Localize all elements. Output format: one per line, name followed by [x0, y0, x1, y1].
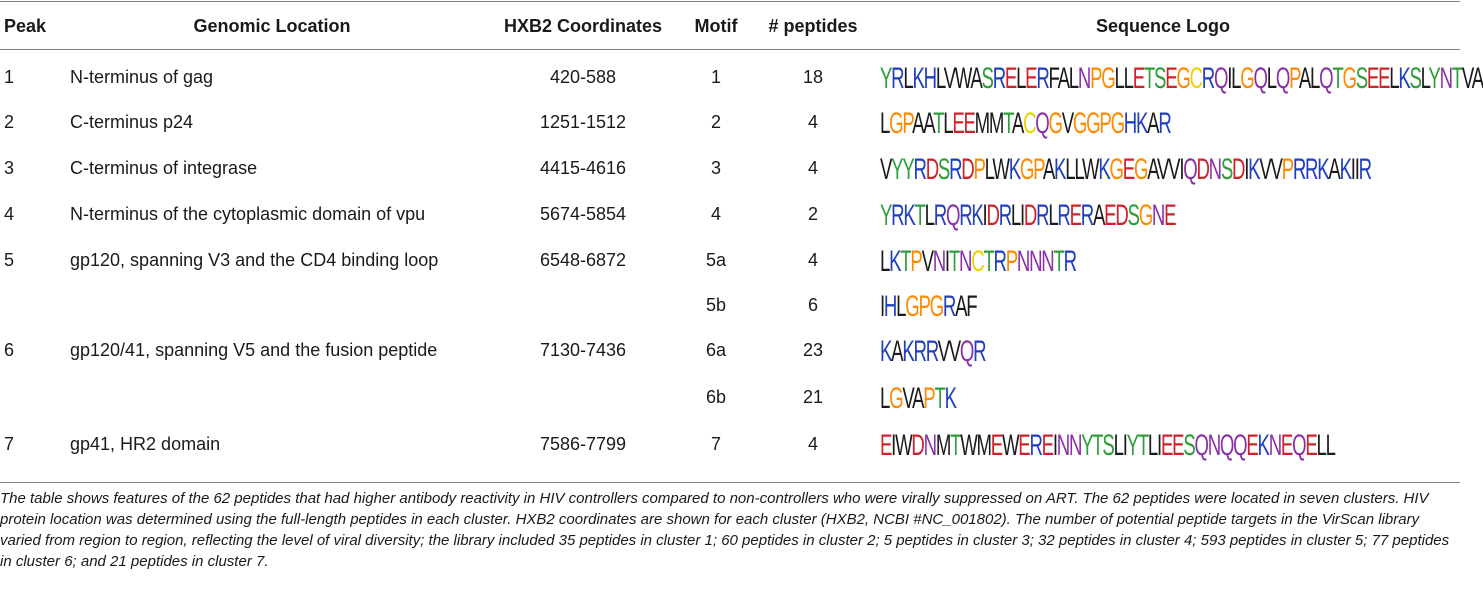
- logo-residue: N: [1207, 429, 1220, 462]
- logo-residue: A: [891, 335, 903, 368]
- logo-residue: E: [1025, 62, 1037, 95]
- logo-residue: K: [1248, 153, 1260, 186]
- logo-residue: P: [918, 290, 930, 323]
- cell-motif: 4: [710, 204, 722, 224]
- logo-residue: S: [1102, 429, 1114, 462]
- logo-residue: T: [1143, 62, 1155, 95]
- logo-residue: D: [925, 153, 938, 186]
- logo-residue: P: [973, 153, 985, 186]
- logo-residue: P: [1099, 107, 1111, 140]
- logo-residue: N: [1268, 429, 1281, 462]
- logo-residue: E: [1165, 62, 1177, 95]
- sequence-logo: [880, 335, 985, 369]
- logo-residue: E: [1366, 62, 1379, 95]
- table-bottom-rule: [0, 482, 1460, 483]
- logo-residue: T: [950, 429, 961, 462]
- logo-residue: W: [960, 429, 977, 462]
- logo-residue: L: [1123, 62, 1133, 95]
- cell-peptides: 18: [802, 67, 824, 87]
- cell-motif: 5b: [705, 295, 727, 315]
- sequence-logo: [880, 290, 976, 324]
- logo-residue: A: [912, 382, 924, 415]
- logo-residue: D: [1023, 199, 1037, 232]
- logo-residue: R: [925, 335, 938, 368]
- logo-residue: V: [1156, 153, 1169, 186]
- logo-residue: T: [900, 245, 911, 278]
- cell-peptides: 2: [807, 204, 819, 224]
- logo-residue: V: [1168, 153, 1180, 186]
- logo-residue: G: [1240, 62, 1254, 95]
- header-hxb2-coordinates: HXB2 Coordinates: [503, 16, 663, 36]
- cell-peptides: 4: [807, 434, 819, 454]
- header-peptides: # peptides: [768, 16, 858, 36]
- sequence-logo: [880, 107, 1171, 141]
- logo-residue: G: [1072, 107, 1087, 140]
- cell-motif: 7: [710, 434, 722, 454]
- logo-residue: E: [990, 429, 1002, 462]
- logo-residue: K: [1008, 153, 1020, 186]
- logo-residue: R: [998, 199, 1011, 232]
- logo-residue: I: [1227, 62, 1232, 95]
- logo-residue: G: [1048, 107, 1062, 140]
- logo-residue: A: [1147, 153, 1157, 186]
- logo-residue: D: [986, 199, 999, 232]
- header-peak: Peak: [4, 16, 47, 36]
- logo-residue: K: [1054, 153, 1066, 186]
- cell-motif: 6b: [705, 387, 727, 407]
- logo-residue: V: [1259, 153, 1271, 186]
- logo-residue: I: [1019, 199, 1024, 232]
- logo-residue: V: [1061, 107, 1073, 140]
- logo-residue: K: [903, 199, 915, 232]
- logo-residue: Q: [1219, 429, 1234, 462]
- table-caption: The table shows features of the 62 peptides that had higher antibody reactivity in HIV controllers compared to non-controllers who were virally suppressed on ART. The 62 peptides were located in seven clusters. HIV protein location was determined using the full-length peptides in each cluster. HXB2 coordinates are shown for each cluster (HXB2, NCBI #NC_001802). The number of potential peptide targets in the VirScan library varied from region to region, reflecting the level of viral diversity; the library included 35 peptides in cluster 1; 60 peptides in cluster 2; 5 peptides in cluster 3; 32 peptides in cluster 4; 593 peptides in cluster 5; 77 peptides in cluster 6; and 21 peptides in cluster 7.: [0, 490, 1450, 570]
- header-bottom-rule: [0, 49, 1460, 50]
- logo-residue: L: [1310, 62, 1320, 95]
- cell-peptides: 4: [807, 112, 819, 132]
- logo-residue: K: [902, 335, 914, 368]
- logo-residue: R: [891, 199, 904, 232]
- logo-residue: E: [1305, 429, 1317, 462]
- logo-residue: V: [902, 382, 913, 415]
- logo-residue: I: [944, 245, 949, 278]
- sequence-logo: [880, 62, 1483, 96]
- logo-residue: I: [1244, 153, 1249, 186]
- cell-genomic-location: N-terminus of the cytoplasmic domain of vpu: [70, 204, 426, 224]
- sequence-logo: [880, 429, 1335, 463]
- logo-residue: S: [1220, 153, 1233, 186]
- logo-residue: I: [1350, 153, 1355, 186]
- logo-residue: I: [1122, 429, 1127, 462]
- table-top-rule: [0, 1, 1460, 2]
- logo-residue: I: [1052, 429, 1057, 462]
- logo-residue: Q: [959, 335, 974, 368]
- logo-residue: L: [1147, 429, 1158, 462]
- logo-residue: D: [1232, 153, 1245, 186]
- logo-residue: E: [1004, 62, 1017, 95]
- logo-residue: V: [948, 335, 960, 368]
- logo-residue: Q: [1292, 429, 1306, 462]
- logo-residue: R: [1292, 153, 1306, 186]
- logo-residue: K: [912, 62, 924, 95]
- cell-genomic-location: C-terminus of integrase: [70, 158, 258, 178]
- cell-motif: 1: [710, 67, 722, 87]
- logo-residue: L: [880, 245, 890, 278]
- cell-hxb2-coordinates: 1251-1512: [539, 112, 627, 132]
- logo-residue: L: [903, 62, 913, 95]
- logo-residue: E: [1069, 199, 1081, 232]
- logo-residue: L: [943, 107, 953, 140]
- logo-residue: R: [949, 153, 962, 186]
- cell-motif: 5a: [705, 250, 727, 270]
- logo-residue: P: [1289, 62, 1299, 95]
- logo-residue: L: [1389, 62, 1399, 95]
- logo-residue: E: [1122, 153, 1134, 186]
- logo-residue: I: [1157, 429, 1161, 462]
- logo-residue: S: [1154, 62, 1166, 95]
- logo-residue: I: [891, 429, 896, 462]
- logo-residue: Q: [1233, 429, 1247, 462]
- logo-residue: D: [961, 153, 974, 186]
- cell-motif: 6a: [705, 340, 727, 360]
- logo-residue: E: [880, 429, 892, 462]
- cell-peptides: 4: [807, 158, 819, 178]
- logo-residue: V: [943, 62, 955, 95]
- logo-residue: E: [1041, 429, 1053, 462]
- cell-peak: 6: [4, 340, 15, 360]
- logo-residue: T: [983, 245, 994, 278]
- logo-residue: K: [1098, 153, 1110, 186]
- cell-genomic-location: gp120, spanning V3 and the CD4 binding loop: [70, 250, 439, 270]
- logo-residue: R: [1305, 153, 1318, 186]
- logo-residue: L: [1266, 62, 1276, 95]
- logo-residue: I: [1179, 153, 1184, 186]
- logo-residue: D: [911, 429, 924, 462]
- sequence-logo: [880, 199, 1175, 233]
- logo-residue: L: [1420, 62, 1429, 95]
- logo-residue: Y: [1081, 429, 1093, 462]
- logo-residue: A: [955, 290, 967, 323]
- logo-residue: G: [889, 107, 903, 140]
- logo-residue: L: [880, 107, 890, 140]
- header-genomic-location: Genomic Location: [193, 16, 351, 36]
- logo-residue: A: [1328, 153, 1340, 186]
- logo-residue: T: [1137, 429, 1148, 462]
- logo-residue: T: [1332, 62, 1343, 95]
- logo-residue: F: [966, 290, 977, 323]
- logo-residue: K: [889, 245, 901, 278]
- logo-residue: R: [942, 290, 956, 323]
- logo-residue: A: [970, 62, 982, 95]
- logo-residue: P: [1281, 153, 1293, 186]
- logo-residue: P: [1005, 245, 1017, 278]
- logo-residue: P: [910, 245, 922, 278]
- logo-residue: L: [924, 199, 934, 232]
- logo-residue: G: [1176, 62, 1190, 95]
- cell-peak: 2: [4, 112, 15, 132]
- logo-residue: V: [1270, 153, 1282, 186]
- logo-residue: R: [1063, 245, 1076, 278]
- logo-residue: R: [1158, 107, 1171, 140]
- cell-motif: 2: [710, 112, 722, 132]
- cell-hxb2-coordinates: 7586-7799: [539, 434, 627, 454]
- logo-residue: M: [935, 429, 951, 462]
- logo-residue: N: [932, 245, 945, 278]
- logo-residue: L: [1010, 199, 1020, 232]
- logo-residue: F: [1048, 62, 1058, 95]
- logo-residue: A: [1471, 62, 1483, 95]
- logo-residue: N: [923, 429, 936, 462]
- logo-residue: N: [1077, 62, 1091, 95]
- logo-residue: E: [963, 107, 975, 140]
- cell-peak: 1: [4, 67, 15, 87]
- logo-residue: W: [992, 153, 1009, 186]
- logo-residue: S: [937, 153, 950, 186]
- logo-residue: R: [1358, 153, 1371, 186]
- logo-residue: E: [1164, 199, 1176, 232]
- logo-residue: V: [921, 245, 933, 278]
- logo-residue: N: [1041, 245, 1054, 278]
- cell-genomic-location: N-terminus of gag: [70, 67, 214, 87]
- logo-residue: R: [959, 199, 972, 232]
- logo-residue: E: [1378, 62, 1390, 95]
- logo-residue: Q: [1253, 62, 1267, 95]
- logo-residue: G: [1101, 62, 1115, 95]
- cell-peptides: 23: [802, 340, 824, 360]
- logo-residue: R: [1036, 62, 1049, 95]
- logo-residue: W: [1082, 153, 1099, 186]
- logo-residue: K: [1257, 429, 1269, 462]
- logo-residue: C: [971, 245, 984, 278]
- logo-residue: I: [880, 290, 884, 323]
- logo-residue: L: [1114, 62, 1124, 95]
- logo-residue: Y: [891, 153, 903, 186]
- logo-residue: R: [1036, 199, 1049, 232]
- cell-peak: 7: [4, 434, 15, 454]
- logo-residue: Q: [1275, 62, 1290, 95]
- logo-residue: Q: [1183, 153, 1197, 186]
- logo-residue: T: [948, 245, 959, 278]
- logo-residue: R: [1201, 62, 1214, 95]
- cell-hxb2-coordinates: 7130-7436: [539, 340, 627, 360]
- cell-peptides: 4: [807, 250, 819, 270]
- logo-residue: R: [1080, 199, 1093, 232]
- logo-residue: Y: [880, 199, 892, 232]
- logo-residue: A: [1042, 153, 1055, 186]
- logo-residue: P: [902, 107, 913, 140]
- logo-residue: A: [1057, 62, 1069, 95]
- logo-residue: P: [1033, 153, 1043, 186]
- cell-genomic-location: gp41, HR2 domain: [70, 434, 221, 454]
- logo-residue: A: [1298, 62, 1311, 95]
- logo-residue: I: [1354, 153, 1359, 186]
- logo-residue: T: [933, 107, 944, 140]
- logo-residue: Y: [1428, 62, 1440, 95]
- logo-residue: N: [1439, 62, 1452, 95]
- logo-residue: G: [1086, 107, 1100, 140]
- logo-residue: L: [1065, 153, 1075, 186]
- logo-residue: K: [944, 382, 956, 415]
- logo-residue: T: [1003, 107, 1012, 140]
- cell-hxb2-coordinates: 420-588: [549, 67, 617, 87]
- logo-residue: Q: [1319, 62, 1333, 95]
- logo-residue: R: [993, 245, 1006, 278]
- logo-residue: L: [1068, 62, 1078, 95]
- logo-residue: S: [1409, 62, 1421, 95]
- logo-residue: S: [1183, 429, 1195, 462]
- logo-residue: E: [1018, 429, 1030, 462]
- logo-residue: N: [1029, 245, 1042, 278]
- logo-residue: L: [1048, 199, 1058, 232]
- logo-residue: H: [1123, 107, 1137, 140]
- logo-residue: K: [880, 335, 892, 368]
- cell-peak: 5: [4, 250, 15, 270]
- logo-residue: E: [1160, 429, 1173, 462]
- sequence-logo: [880, 153, 1371, 187]
- header-sequence-logo: Sequence Logo: [1095, 16, 1231, 36]
- logo-residue: Q: [1035, 107, 1049, 140]
- logo-residue: S: [1355, 62, 1367, 95]
- logo-residue: R: [933, 199, 946, 232]
- sequence-logo: [880, 382, 956, 416]
- logo-residue: S: [1127, 199, 1139, 232]
- cell-genomic-location: C-terminus p24: [70, 112, 194, 132]
- logo-residue: G: [1110, 107, 1124, 140]
- logo-residue: R: [992, 62, 1005, 95]
- logo-residue: E: [1172, 429, 1184, 462]
- logo-residue: R: [973, 335, 986, 368]
- cell-hxb2-coordinates: 6548-6872: [539, 250, 627, 270]
- logo-residue: S: [981, 62, 993, 95]
- sequence-logo: [880, 245, 1076, 279]
- logo-residue: G: [889, 382, 903, 415]
- logo-residue: G: [1342, 62, 1356, 95]
- cell-peptides: 21: [802, 387, 824, 407]
- logo-residue: M: [976, 429, 991, 462]
- cell-peptides: 6: [807, 295, 819, 315]
- logo-residue: A: [1092, 199, 1105, 232]
- logo-residue: E: [1132, 62, 1144, 95]
- logo-residue: A: [1147, 107, 1159, 140]
- logo-residue: G: [905, 290, 919, 323]
- logo-residue: Y: [902, 153, 914, 186]
- logo-residue: K: [1398, 62, 1410, 95]
- logo-residue: G: [1109, 153, 1123, 186]
- header-motif: Motif: [694, 16, 738, 36]
- logo-residue: N: [1016, 245, 1030, 278]
- logo-residue: T: [1451, 62, 1462, 95]
- logo-residue: M: [974, 107, 989, 140]
- logo-residue: G: [1019, 153, 1034, 186]
- cell-peak: 3: [4, 158, 15, 178]
- logo-residue: H: [883, 290, 897, 323]
- logo-residue: M: [988, 107, 1004, 140]
- cell-genomic-location: gp120/41, spanning V5 and the fusion peptide: [70, 340, 438, 360]
- cell-peak: 4: [4, 204, 15, 224]
- logo-residue: P: [923, 382, 935, 415]
- logo-residue: R: [1029, 429, 1042, 462]
- logo-residue: L: [1231, 62, 1241, 95]
- logo-residue: L: [880, 382, 890, 415]
- logo-residue: K: [1317, 153, 1329, 186]
- logo-residue: K: [971, 199, 983, 232]
- logo-residue: N: [958, 245, 972, 278]
- logo-residue: L: [1316, 429, 1326, 462]
- logo-residue: Y: [1126, 429, 1138, 462]
- logo-residue: R: [913, 153, 926, 186]
- logo-residue: L: [1325, 429, 1335, 462]
- logo-residue: P: [1090, 62, 1102, 95]
- logo-residue: N: [1056, 429, 1069, 462]
- cell-motif: 3: [710, 158, 722, 178]
- logo-residue: G: [1138, 199, 1152, 232]
- logo-residue: L: [1074, 153, 1083, 186]
- cell-hxb2-coordinates: 5674-5854: [539, 204, 627, 224]
- logo-residue: E: [1104, 199, 1116, 232]
- logo-residue: G: [929, 290, 943, 323]
- logo-residue: Y: [880, 62, 892, 95]
- logo-residue: I: [982, 199, 987, 232]
- logo-residue: R: [1057, 199, 1070, 232]
- logo-residue: N: [1151, 199, 1165, 232]
- logo-residue: V: [880, 153, 892, 186]
- logo-residue: Q: [1213, 62, 1228, 95]
- logo-residue: G: [1133, 153, 1148, 186]
- logo-residue: N: [1208, 153, 1221, 186]
- logo-residue: W: [954, 62, 971, 95]
- logo-residue: T: [934, 382, 945, 415]
- logo-residue: W: [1001, 429, 1019, 462]
- logo-residue: K: [1136, 107, 1148, 140]
- logo-residue: A: [923, 107, 934, 140]
- logo-residue: R: [891, 62, 904, 95]
- logo-residue: T: [1053, 245, 1064, 278]
- logo-residue: T: [914, 199, 925, 232]
- cell-hxb2-coordinates: 4415-4616: [539, 158, 627, 178]
- logo-residue: C: [1023, 107, 1036, 140]
- logo-residue: T: [1092, 429, 1103, 462]
- logo-residue: K: [1339, 153, 1351, 186]
- logo-residue: E: [1280, 429, 1293, 462]
- logo-residue: E: [1246, 429, 1258, 462]
- logo-residue: D: [1196, 153, 1209, 186]
- logo-residue: R: [913, 335, 926, 368]
- logo-residue: L: [935, 62, 944, 95]
- logo-residue: Q: [1194, 429, 1208, 462]
- logo-residue: A: [912, 107, 924, 140]
- logo-residue: W: [895, 429, 912, 462]
- logo-residue: A: [1011, 107, 1024, 140]
- logo-residue: N: [1068, 429, 1082, 462]
- logo-residue: V: [1461, 62, 1472, 95]
- logo-residue: Q: [945, 199, 960, 232]
- logo-residue: C: [1189, 62, 1202, 95]
- logo-residue: E: [952, 107, 964, 140]
- logo-residue: L: [984, 153, 993, 186]
- logo-residue: L: [1113, 429, 1123, 462]
- logo-residue: L: [1016, 62, 1026, 95]
- logo-residue: V: [937, 335, 949, 368]
- logo-residue: H: [923, 62, 936, 95]
- logo-residue: D: [1115, 199, 1128, 232]
- logo-residue: L: [896, 290, 906, 323]
